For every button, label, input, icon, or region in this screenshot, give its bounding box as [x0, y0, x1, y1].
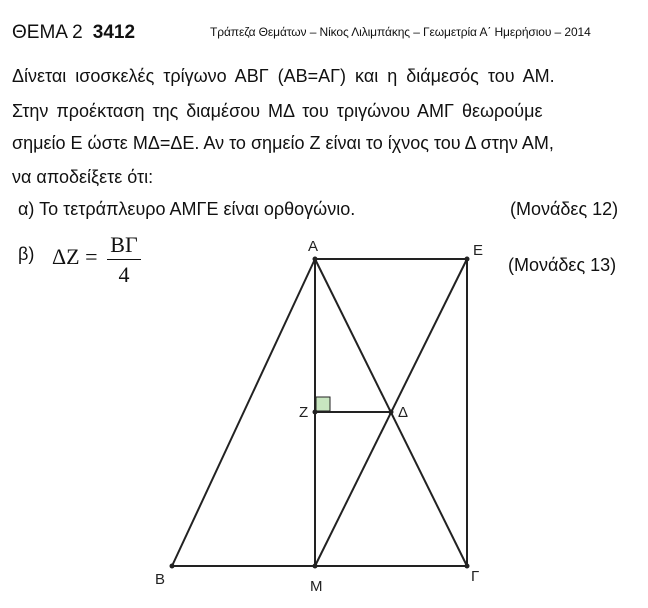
question-b-label: β) — [18, 244, 35, 264]
exam-title-label: ΘΕΜΑ 2 — [12, 22, 83, 43]
label-M: Μ — [310, 578, 323, 595]
label-A: Α — [308, 238, 319, 255]
formula-denominator: 4 — [118, 262, 130, 287]
label-B: Β — [155, 571, 166, 588]
point-Z — [313, 410, 318, 415]
problem-line-1: Δίνεται ισοσκελές τρίγωνο ΑΒΓ (ΑΒ=ΑΓ) και η διάμεσός του ΑΜ. — [12, 66, 555, 86]
problem-line-3: σημείο Ε ώστε ΜΔ=ΔΕ. Αν το σημείο Ζ είναι το ίχνος του Δ στην ΑΜ, — [12, 133, 554, 153]
question-a-points: (Μονάδες 12) — [510, 199, 619, 219]
problem-line-2: Στην προέκταση της διαμέσου ΜΔ του τριγώνου ΑΜΓ θεωρούμε — [12, 101, 543, 121]
question-b-points: (Μονάδες 13) — [508, 255, 617, 275]
label-D: Δ — [398, 404, 409, 421]
exam-number: 3412 — [92, 22, 136, 43]
point-G — [465, 564, 470, 569]
problem-line-4: να αποδείξετε ότι: — [12, 167, 154, 187]
point-B — [170, 564, 175, 569]
question-a: α) Το τετράπλευρο ΑΜΓΕ είναι ορθογώνιο. — [18, 199, 356, 219]
segment-AB — [172, 259, 315, 566]
point-E — [465, 257, 470, 262]
formula-lhs: ΔΖ = — [52, 244, 98, 269]
right-angle-mark — [316, 397, 330, 411]
label-E: Ε — [473, 242, 484, 259]
point-A — [313, 257, 318, 262]
source-caption: Τράπεζα Θεμάτων – Νίκος Λιλιμπάκης – Γεωμετρία Α΄ Ημερήσιου – 2014 — [210, 25, 591, 39]
formula-numerator: ΒΓ — [110, 232, 138, 257]
label-G: Γ — [471, 568, 480, 585]
point-D — [389, 410, 394, 415]
label-Z: Ζ — [299, 404, 309, 421]
point-M — [313, 564, 318, 569]
